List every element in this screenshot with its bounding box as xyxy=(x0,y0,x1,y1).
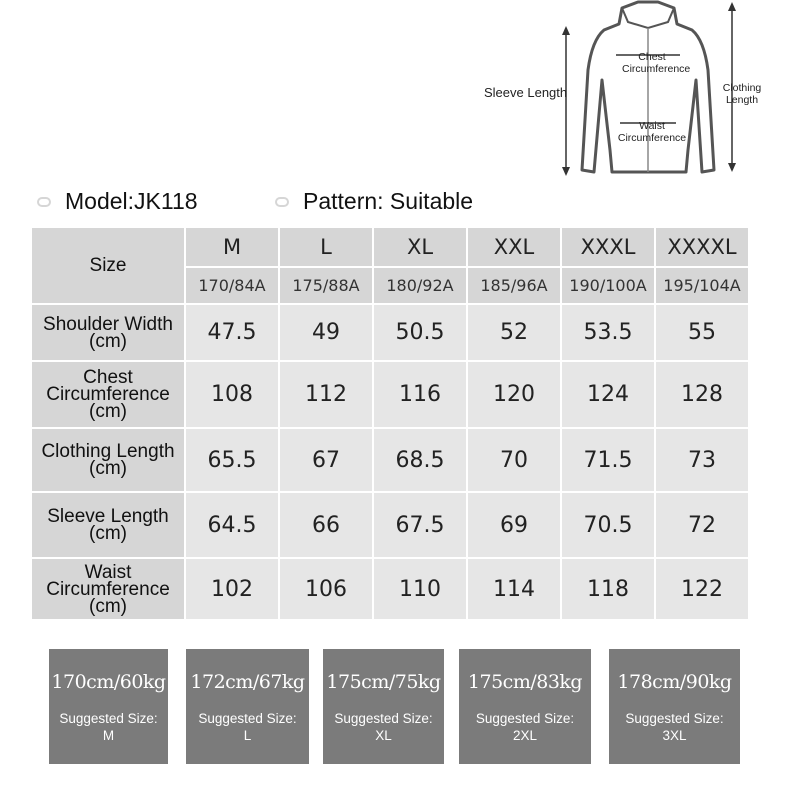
row-label-line: Circumference xyxy=(46,578,170,600)
product-meta xyxy=(0,188,800,220)
size-code: 170/84A xyxy=(186,268,278,303)
row-label-line: (cm) xyxy=(89,458,127,479)
size-name: XXXXL xyxy=(656,228,748,266)
suggested-size-label: Suggested Size: xyxy=(198,711,297,726)
size-name: L xyxy=(280,228,372,266)
row-label-waist-circumference xyxy=(32,559,184,619)
height-weight: 175cm/75kg xyxy=(326,671,441,693)
table-row xyxy=(32,362,748,427)
table-cell: 70.5 xyxy=(562,493,654,557)
suggested-size-value: XL xyxy=(375,728,392,743)
row-label-chest-circumference xyxy=(32,362,184,427)
waist-label-line2: Circumference xyxy=(617,132,687,144)
suggested-size-label: Suggested Size: xyxy=(475,711,575,726)
row-label-line: (cm) xyxy=(89,523,127,544)
table-cell: 67 xyxy=(280,429,372,491)
suggested-size-value: L xyxy=(243,728,252,743)
model-text: Model:JK118 xyxy=(65,188,198,214)
pattern-info xyxy=(275,188,473,215)
suggested-sizes xyxy=(0,649,800,764)
row-label-line: Shoulder Width xyxy=(43,313,173,335)
size-name: XXXL xyxy=(562,228,654,266)
table-cell: 49 xyxy=(280,305,372,360)
table-cell: 70 xyxy=(468,429,560,491)
row-label-shoulder-width xyxy=(32,305,184,360)
table-cell: 110 xyxy=(374,559,466,619)
bullet-icon xyxy=(275,197,289,207)
size-name-row xyxy=(32,228,748,266)
row-label-line: Sleeve Length xyxy=(47,506,169,527)
model-info xyxy=(37,188,198,215)
table-cell: 120 xyxy=(468,362,560,427)
table-row xyxy=(32,493,748,557)
row-label-line: (cm) xyxy=(89,401,127,422)
clothing-label-line1: Clothing xyxy=(722,82,762,94)
table-cell: 118 xyxy=(562,559,654,619)
size-name: XL xyxy=(374,228,466,266)
row-label-line: Circumference xyxy=(46,384,170,405)
row-label-line: Waist xyxy=(84,561,132,583)
table-cell: 116 xyxy=(374,362,466,427)
suggestion-card xyxy=(49,649,168,764)
suggested-size-value: 3XL xyxy=(662,728,687,743)
size-code: 195/104A xyxy=(656,268,748,303)
size-code: 180/92A xyxy=(374,268,466,303)
suggested-size-label: Suggested Size: xyxy=(59,711,158,726)
height-weight: 172cm/67kg xyxy=(190,671,305,693)
table-cell: 66 xyxy=(280,493,372,557)
height-weight: 170cm/60kg xyxy=(51,671,166,693)
table-cell: 114 xyxy=(468,559,560,619)
table-cell: 53.5 xyxy=(562,305,654,360)
suggestion-card xyxy=(459,649,591,764)
row-label-sleeve-length xyxy=(32,493,184,557)
height-weight: 175cm/83kg xyxy=(467,671,583,693)
bullet-icon xyxy=(37,197,51,207)
size-chart-table xyxy=(30,226,750,621)
measurement-diagram xyxy=(470,0,800,185)
table-cell: 55 xyxy=(656,305,748,360)
size-header: Size xyxy=(32,228,184,303)
table-cell: 71.5 xyxy=(562,429,654,491)
chest-label-line1: Chest xyxy=(638,51,666,63)
chest-label-line2: Circumference xyxy=(622,63,691,75)
suggestion-card xyxy=(186,649,309,764)
suggested-size-value: M xyxy=(102,728,115,743)
size-code: 185/96A xyxy=(468,268,560,303)
table-cell: 106 xyxy=(280,559,372,619)
waist-label xyxy=(612,120,692,144)
row-label-line: Chest xyxy=(83,367,133,388)
table-cell: 128 xyxy=(656,362,748,427)
table-cell: 52 xyxy=(468,305,560,360)
table-cell: 47.5 xyxy=(186,305,278,360)
suggestion-card xyxy=(323,649,444,764)
suggested-size-label: Suggested Size: xyxy=(625,711,724,726)
table-cell: 108 xyxy=(186,362,278,427)
waist-label-line1: Waist xyxy=(639,120,665,132)
suggested-size-label: Suggested Size: xyxy=(334,711,433,726)
table-cell: 65.5 xyxy=(186,429,278,491)
size-code: 175/88A xyxy=(280,268,372,303)
size-code: 190/100A xyxy=(562,268,654,303)
pattern-text: Pattern: Suitable xyxy=(303,188,474,214)
clothing-length-label xyxy=(716,82,768,106)
table-cell: 122 xyxy=(656,559,748,619)
size-name: M xyxy=(186,228,278,266)
clothing-label-line2: Length xyxy=(725,94,759,106)
table-cell: 68.5 xyxy=(374,429,466,491)
table-row xyxy=(32,429,748,491)
row-label-line: (cm) xyxy=(89,330,127,352)
table-cell: 72 xyxy=(656,493,748,557)
row-label-clothing-length xyxy=(32,429,184,491)
table-cell: 124 xyxy=(562,362,654,427)
height-weight: 178cm/90kg xyxy=(617,671,732,693)
table-cell: 69 xyxy=(468,493,560,557)
table-cell: 50.5 xyxy=(374,305,466,360)
size-name: XXL xyxy=(468,228,560,266)
table-row xyxy=(32,559,748,619)
table-cell: 112 xyxy=(280,362,372,427)
row-label-line: Clothing Length xyxy=(41,441,175,462)
suggestion-card xyxy=(609,649,740,764)
suggested-size-value: 2XL xyxy=(512,728,538,743)
table-cell: 67.5 xyxy=(374,493,466,557)
row-label-line: (cm) xyxy=(89,595,127,617)
sleeve-length-label: Sleeve Length xyxy=(484,85,568,100)
table-cell: 102 xyxy=(186,559,278,619)
table-cell: 64.5 xyxy=(186,493,278,557)
chest-label xyxy=(622,51,691,75)
table-row xyxy=(32,305,748,360)
table-cell: 73 xyxy=(656,429,748,491)
